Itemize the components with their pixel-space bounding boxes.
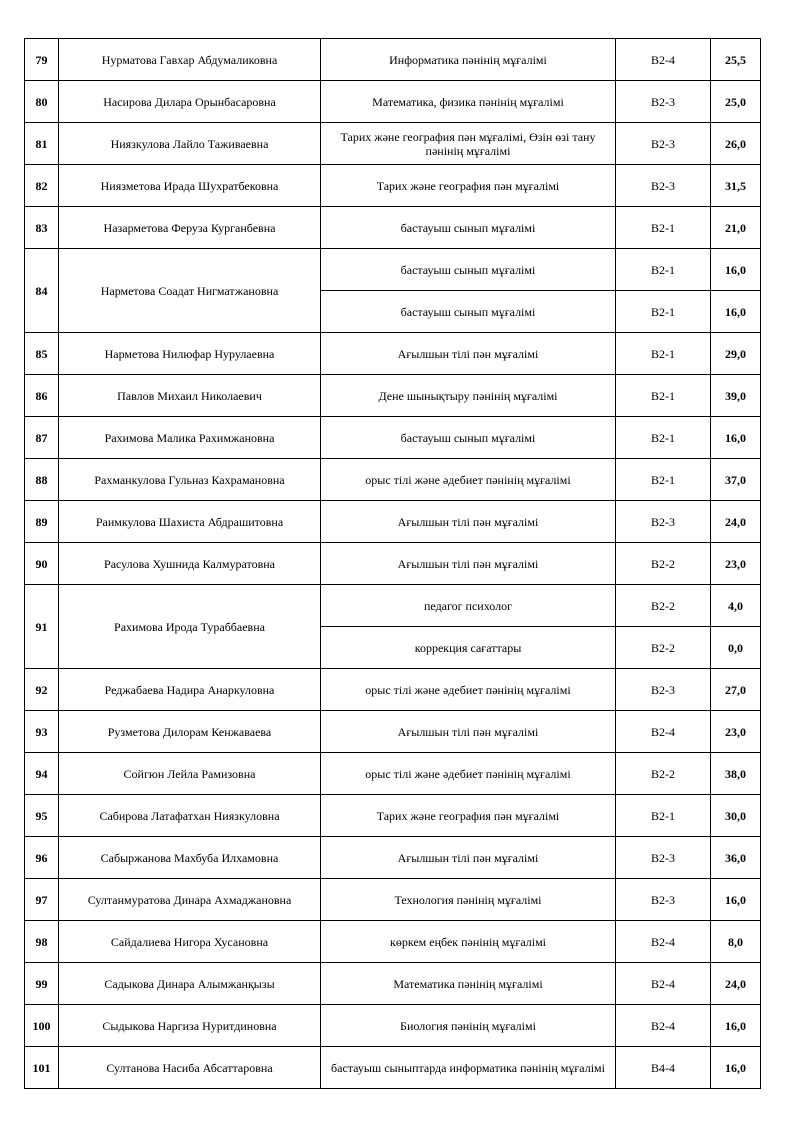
category-code: B2-1 [616, 459, 711, 501]
hours-value: 29,0 [711, 333, 761, 375]
hours-value: 25,5 [711, 39, 761, 81]
hours-value: 24,0 [711, 963, 761, 1005]
table-row [25, 669, 761, 711]
employee-name: Рузметова Дилорам Кенжаваева [59, 711, 321, 753]
employee-name: Нарметова Нилюфар Нурулаевна [59, 333, 321, 375]
position-title: Дене шынықтыру пәнінің мұғалімі [321, 375, 616, 417]
position-title: Ағылшын тілі пән мұғалімі [321, 333, 616, 375]
employee-name: Рахманкулова Гульназ Кахрамановна [59, 459, 321, 501]
table-row [25, 753, 761, 795]
hours-value: 38,0 [711, 753, 761, 795]
position-title: Ағылшын тілі пән мұғалімі [321, 837, 616, 879]
hours-value: 31,5 [711, 165, 761, 207]
table-row [25, 879, 761, 921]
table-row [25, 333, 761, 375]
table-row [25, 585, 761, 627]
row-number: 93 [25, 711, 59, 753]
employee-name: Назарметова Феруза Курганбевна [59, 207, 321, 249]
employee-name: Нарметова Соадат Нигматжановна [59, 249, 321, 333]
hours-value: 37,0 [711, 459, 761, 501]
table-row [25, 417, 761, 459]
employee-name: Сабирова Латафатхан Ниязкуловна [59, 795, 321, 837]
row-number: 81 [25, 123, 59, 165]
category-code: B2-2 [616, 627, 711, 669]
position-title: Ағылшын тілі пән мұғалімі [321, 711, 616, 753]
hours-value: 16,0 [711, 291, 761, 333]
category-code: B2-3 [616, 669, 711, 711]
row-number: 95 [25, 795, 59, 837]
hours-value: 25,0 [711, 81, 761, 123]
hours-value: 23,0 [711, 711, 761, 753]
row-number: 92 [25, 669, 59, 711]
position-title: орыс тілі және әдебиет пәнінің мұғалімі [321, 669, 616, 711]
position-title: коррекция сағаттары [321, 627, 616, 669]
position-title: бастауыш сыныптарда информатика пәнінің мұғалімі [321, 1047, 616, 1089]
employee-name: Рахимова Ирода Тураббаевна [59, 585, 321, 669]
row-number: 84 [25, 249, 59, 333]
employee-name: Ниязкулова Лайло Таживаевна [59, 123, 321, 165]
category-code: B2-2 [616, 585, 711, 627]
position-title: Ағылшын тілі пән мұғалімі [321, 543, 616, 585]
position-title: орыс тілі және әдебиет пәнінің мұғалімі [321, 459, 616, 501]
employee-name: Сайдалиева Нигора Хусановна [59, 921, 321, 963]
category-code: B2-2 [616, 753, 711, 795]
table-row [25, 711, 761, 753]
hours-value: 16,0 [711, 1047, 761, 1089]
hours-value: 16,0 [711, 879, 761, 921]
employee-name: Султанмуратова Динара Ахмаджановна [59, 879, 321, 921]
row-number: 79 [25, 39, 59, 81]
employee-name: Султанова Насиба Абсаттаровна [59, 1047, 321, 1089]
hours-value: 30,0 [711, 795, 761, 837]
hours-value: 21,0 [711, 207, 761, 249]
row-number: 86 [25, 375, 59, 417]
employee-name: Ниязметова Ирада Шухратбековна [59, 165, 321, 207]
row-number: 90 [25, 543, 59, 585]
row-number: 99 [25, 963, 59, 1005]
row-number: 80 [25, 81, 59, 123]
row-number: 96 [25, 837, 59, 879]
table-row [25, 249, 761, 291]
category-code: B2-1 [616, 795, 711, 837]
category-code: B2-3 [616, 879, 711, 921]
position-title: Ағылшын тілі пән мұғалімі [321, 501, 616, 543]
row-number: 94 [25, 753, 59, 795]
table-row [25, 501, 761, 543]
hours-value: 23,0 [711, 543, 761, 585]
category-code: B2-1 [616, 249, 711, 291]
table-row [25, 795, 761, 837]
row-number: 100 [25, 1005, 59, 1047]
category-code: B2-4 [616, 1005, 711, 1047]
category-code: B2-1 [616, 207, 711, 249]
staff-table-body [25, 39, 761, 1089]
category-code: B4-4 [616, 1047, 711, 1089]
row-number: 85 [25, 333, 59, 375]
table-row [25, 543, 761, 585]
position-title: Биология пәнінің мұғалімі [321, 1005, 616, 1047]
table-row [25, 837, 761, 879]
position-title: бастауыш сынып мұғалімі [321, 417, 616, 459]
table-row [25, 165, 761, 207]
hours-value: 0,0 [711, 627, 761, 669]
position-title: Информатика пәнінің мұғалімі [321, 39, 616, 81]
employee-name: Сыдыкова Наргиза Нуритдиновна [59, 1005, 321, 1047]
hours-value: 16,0 [711, 249, 761, 291]
position-title: Тарих және география пән мұғалімі, Өзін өзі тану пәнінің мұғалімі [321, 123, 616, 165]
employee-name: Расулова Хушнида Калмуратовна [59, 543, 321, 585]
category-code: B2-1 [616, 375, 711, 417]
category-code: B2-2 [616, 543, 711, 585]
employee-name: Сойгюн Лейла Рамизовна [59, 753, 321, 795]
row-number: 89 [25, 501, 59, 543]
employee-name: Нурматова Гавхар Абдумаликовна [59, 39, 321, 81]
row-number: 91 [25, 585, 59, 669]
position-title: Тарих және география пән мұғалімі [321, 165, 616, 207]
position-title: Технология пәнінің мұғалімі [321, 879, 616, 921]
table-row [25, 921, 761, 963]
position-title: Математика пәнінің мұғалімі [321, 963, 616, 1005]
hours-value: 39,0 [711, 375, 761, 417]
employee-name: Реджабаева Надира Анаркуловна [59, 669, 321, 711]
hours-value: 36,0 [711, 837, 761, 879]
employee-name: Рахимова Малика Рахимжановна [59, 417, 321, 459]
category-code: B2-4 [616, 921, 711, 963]
hours-value: 16,0 [711, 1005, 761, 1047]
hours-value: 27,0 [711, 669, 761, 711]
position-title: орыс тілі және әдебиет пәнінің мұғалімі [321, 753, 616, 795]
row-number: 88 [25, 459, 59, 501]
position-title: бастауыш сынып мұғалімі [321, 249, 616, 291]
table-row [25, 207, 761, 249]
row-number: 82 [25, 165, 59, 207]
category-code: B2-3 [616, 123, 711, 165]
category-code: B2-3 [616, 501, 711, 543]
hours-value: 16,0 [711, 417, 761, 459]
position-title: Тарих және география пән мұғалімі [321, 795, 616, 837]
category-code: B2-4 [616, 711, 711, 753]
position-title: педагог психолог [321, 585, 616, 627]
table-row [25, 963, 761, 1005]
category-code: B2-4 [616, 39, 711, 81]
category-code: B2-1 [616, 333, 711, 375]
employee-name: Раимкулова Шахиста Абдрашитовна [59, 501, 321, 543]
table-row [25, 1005, 761, 1047]
table-row [25, 39, 761, 81]
category-code: B2-1 [616, 291, 711, 333]
category-code: B2-1 [616, 417, 711, 459]
hours-value: 4,0 [711, 585, 761, 627]
hours-value: 8,0 [711, 921, 761, 963]
row-number: 97 [25, 879, 59, 921]
row-number: 83 [25, 207, 59, 249]
position-title: Математика, физика пәнінің мұғалімі [321, 81, 616, 123]
employee-name: Павлов Михаил Николаевич [59, 375, 321, 417]
category-code: B2-4 [616, 963, 711, 1005]
position-title: бастауыш сынып мұғалімі [321, 207, 616, 249]
table-row [25, 1047, 761, 1089]
position-title: бастауыш сынып мұғалімі [321, 291, 616, 333]
employee-name: Садыкова Динара Алымжанқызы [59, 963, 321, 1005]
table-row [25, 459, 761, 501]
row-number: 101 [25, 1047, 59, 1089]
table-row [25, 81, 761, 123]
hours-value: 24,0 [711, 501, 761, 543]
category-code: B2-3 [616, 837, 711, 879]
category-code: B2-3 [616, 81, 711, 123]
row-number: 87 [25, 417, 59, 459]
position-title: көркем еңбек пәнінің мұғалімі [321, 921, 616, 963]
category-code: B2-3 [616, 165, 711, 207]
table-row [25, 123, 761, 165]
row-number: 98 [25, 921, 59, 963]
staff-table [24, 38, 761, 1089]
table-row [25, 375, 761, 417]
hours-value: 26,0 [711, 123, 761, 165]
employee-name: Сабыржанова Махбуба Илхамовна [59, 837, 321, 879]
employee-name: Насирова Дилара Орынбасаровна [59, 81, 321, 123]
